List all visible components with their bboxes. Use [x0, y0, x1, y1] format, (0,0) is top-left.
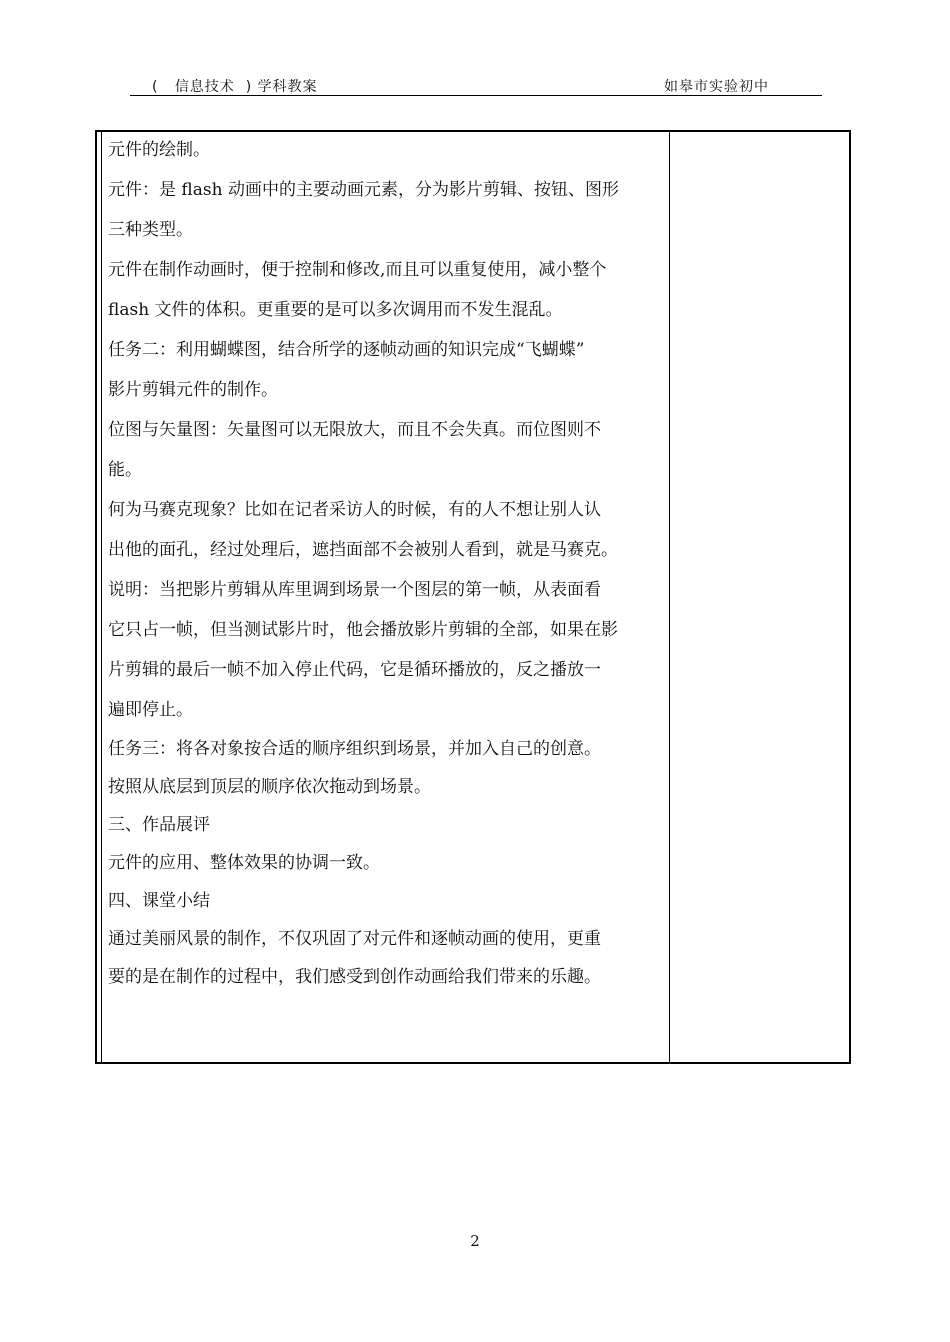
text-line: 通过美丽风景的制作，不仅巩固了对元件和逐帧动画的使用，更重 — [108, 929, 601, 949]
text-line: 能。 — [108, 460, 142, 480]
text-line: 任务二：利用蝴蝶图，结合所学的逐帧动画的知识完成“飞蝴蝶” — [108, 340, 585, 360]
text-line: 元件在制作动画时，便于控制和修改,而且可以重复使用，减小整个 — [108, 260, 607, 280]
text-line: 说明：当把影片剪辑从库里调到场景一个图层的第一帧，从表面看 — [108, 580, 601, 600]
page-number: 2 — [470, 1232, 480, 1250]
text-line: 影片剪辑元件的制作。 — [108, 380, 278, 400]
text-line: 任务三：将各对象按合适的顺序组织到场景，并加入自己的创意。 — [108, 739, 601, 759]
text-line: 元件：是 flash 动画中的主要动画元素，分为影片剪辑、按钮、图形 — [108, 180, 619, 200]
text-line: 遍即停止。 — [108, 700, 193, 720]
text-line: 片剪辑的最后一帧不加入停止代码，它是循环播放的，反之播放一 — [108, 660, 601, 680]
header-school: 如皋市实验初中 — [664, 79, 769, 95]
text-line: 三种类型。 — [108, 220, 193, 240]
text-line: 元件的绘制。 — [108, 140, 210, 160]
table-inner-border — [101, 130, 102, 1064]
text-line: 要的是在制作的过程中，我们感受到创作动画给我们带来的乐趣。 — [108, 967, 601, 987]
text-line: 元件的应用、整体效果的协调一致。 — [108, 853, 380, 873]
text-line: 位图与矢量图：矢量图可以无限放大，而且不会失真。而位图则不 — [108, 420, 601, 440]
text-line: 它只占一帧，但当测试影片时，他会播放影片剪辑的全部，如果在影 — [108, 620, 618, 640]
section-heading: 四、课堂小结 — [108, 891, 210, 911]
text-line: 出他的面孔，经过处理后，遮挡面部不会被别人看到，就是马赛克。 — [108, 540, 618, 560]
lesson-content — [108, 130, 664, 996]
header-divider — [130, 95, 822, 96]
text-line: 何为马赛克现象？比如在记者采访人的时候，有的人不想让别人认 — [108, 500, 601, 520]
table-column-divider — [669, 130, 670, 1064]
text-line: 按照从底层到顶层的顺序依次拖动到场景。 — [108, 777, 431, 797]
text-line: flash 文件的体积。更重要的是可以多次调用而不发生混乱。 — [108, 300, 563, 320]
section-heading: 三、作品展评 — [108, 815, 210, 835]
header-subject: ( 信息技术 ) 学科教案 — [152, 79, 318, 95]
